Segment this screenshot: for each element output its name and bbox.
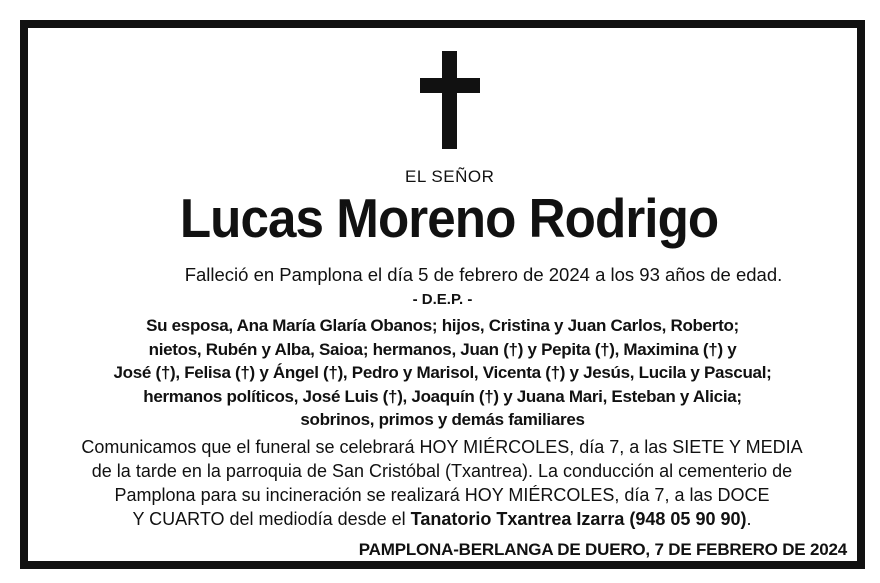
family-line: Su esposa, Ana María Glaría Obanos; hijos, Cristina y Juan Carlos, Roberto;: [146, 316, 739, 335]
family-line: José (†), Felisa (†) y Ángel (†), Pedro y Marisol, Vicenta (†) y Jesús, Lucila y Pascual;: [113, 363, 772, 383]
funeral-line: Comunicamos que el funeral se celebrará HOY MIÉRCOLES, día 7, a las SIETE Y MEDIA: [81, 437, 803, 457]
deceased-name: Lucas Moreno Rodrigo: [179, 187, 719, 249]
place-date-signoff: PAMPLONA-BERLANGA DE DUERO, 7 DE FEBRERO DE 2024: [358, 540, 847, 559]
family-line: nietos, Rubén y Alba, Saioa; hermanos, Juan (†) y Pepita (†), Maximina (†) y: [148, 339, 737, 359]
honorific: EL SEÑOR: [405, 167, 495, 186]
funeral-line-last: [36, 507, 848, 531]
funeral-details: [36, 435, 848, 531]
dep-label: - D.E.P. -: [412, 291, 473, 308]
funeral-line: de la tarde en la parroquia de San Cristóbal (Txantrea). La conducción al cementerio de: [91, 461, 793, 481]
funeral-home: Tanatorio Txantrea Izarra (948 05 90 90): [410, 509, 747, 529]
funeral-last-prefix: Y CUARTO del mediodía desde el: [132, 509, 406, 529]
family-line: sobrinos, primos y demás familiares: [300, 410, 585, 430]
family-list: [28, 314, 857, 432]
funeral-last-suffix: .: [746, 509, 752, 529]
family-line: hermanos políticos, José Luis (†), Joaquín (†) y Juana Mari, Esteban y Alicia;: [143, 386, 742, 406]
funeral-line: Pamplona para su incineración se realizará HOY MIÉRCOLES, día 7, a las DOCE: [114, 485, 770, 505]
latin-cross-icon: [420, 51, 480, 149]
death-announcement: Falleció en Pamplona el día 5 de febrero de 2024 a los 93 años de edad.: [184, 264, 783, 285]
obituary-frame: [20, 20, 865, 569]
